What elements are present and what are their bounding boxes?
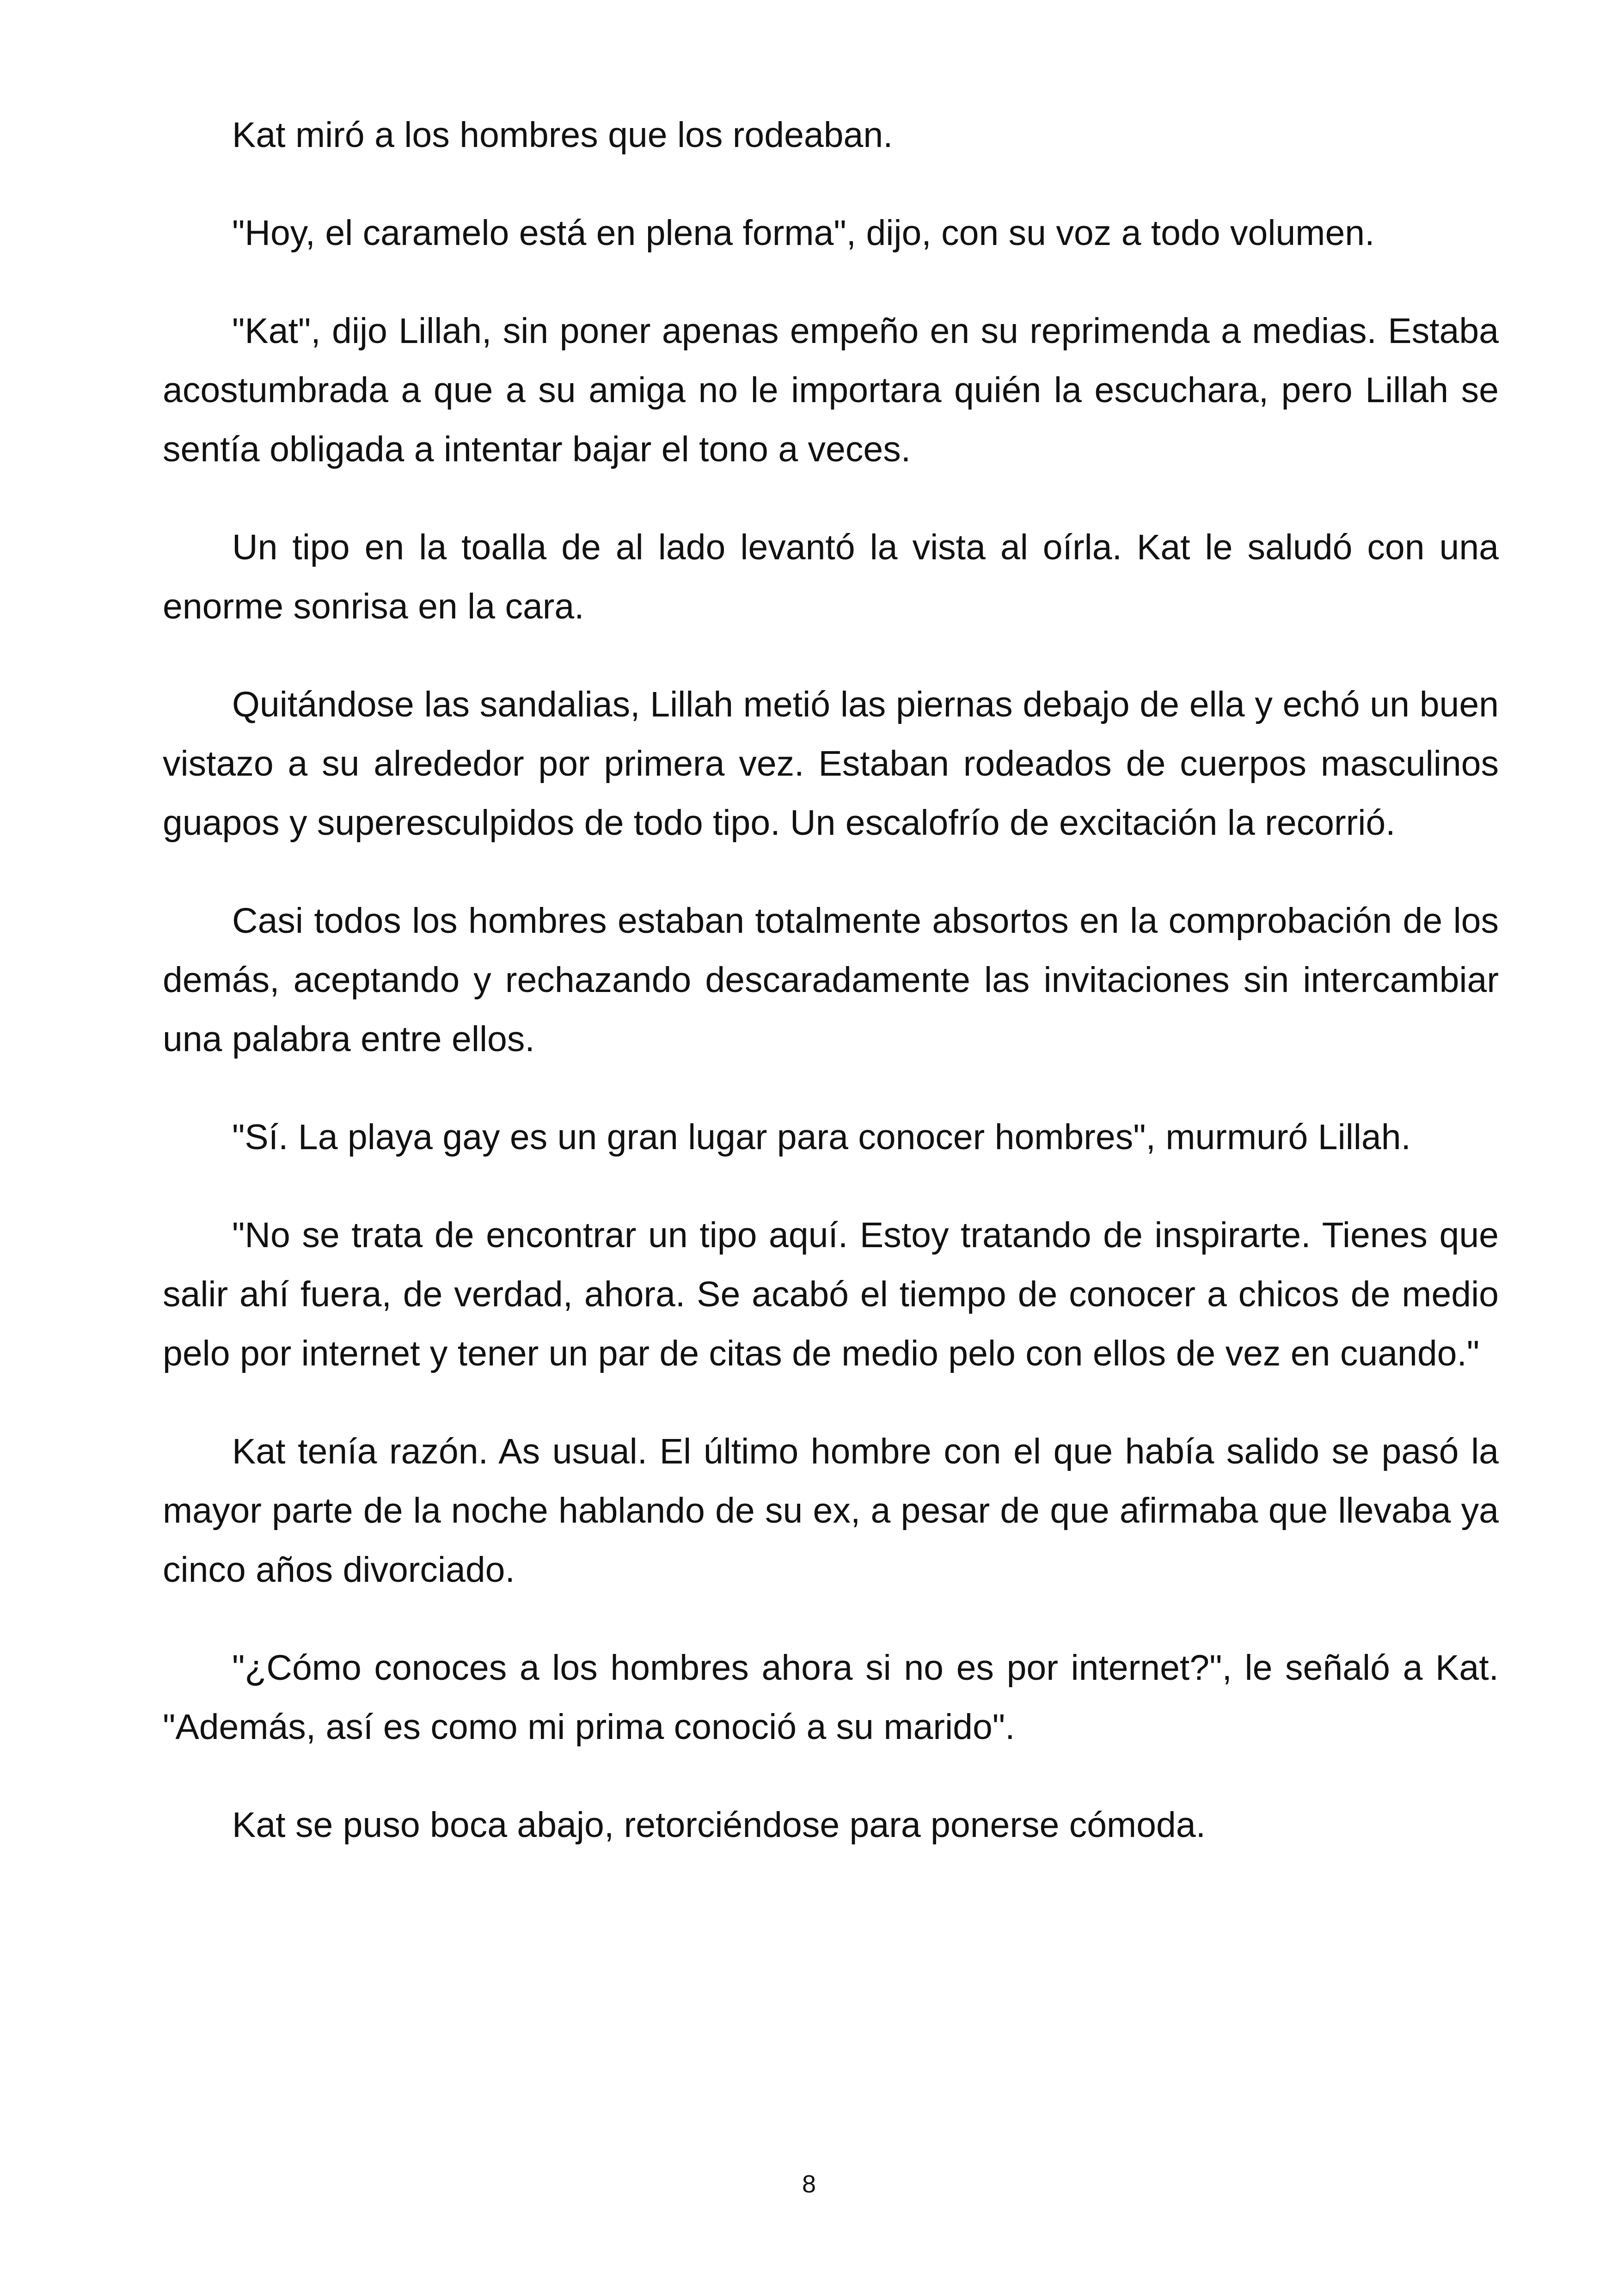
paragraph-5: Quitándose las sandalias, Lillah metió las piernas debajo de ella y echó un buen vistazo a su alrededor por primera vez. Estaban rodeados de cuerpos masculinos guapos y superesculpidos de todo tipo. Un escalofrío de excitación la recorrió. (163, 685, 1499, 843)
paragraph-2: "Hoy, el caramelo está en plena forma", dijo, con su voz a todo volumen. (232, 213, 1375, 253)
paragraph-7: "Sí. La playa gay es un gran lugar para conocer hombres", murmuró Lillah. (232, 1117, 1411, 1157)
paragraph-6: Casi todos los hombres estaban totalmente absortos en la comprobación de los demás, aceptando y rechazando descaradamente las invitaciones sin intercambiar una palabra entre ellos. (163, 901, 1499, 1059)
paragraph-4: Un tipo en la toalla de al lado levantó la vista al oírla. Kat le saludó con una enorme sonrisa en la cara. (163, 527, 1499, 626)
paragraph-10: "¿Cómo conoces a los hombres ahora si no es por internet?", le señaló a Kat. "Además, así es como mi prima conoció a su marido". (163, 1648, 1499, 1747)
paragraph-11: Kat se puso boca abajo, retorciéndose para ponerse cómoda. (232, 1805, 1206, 1845)
body-text (163, 105, 1499, 1893)
paragraph-3: "Kat", dijo Lillah, sin poner apenas empeño en su reprimenda a medias. Estaba acostumbrada a que a su amiga no le importara quién la escuchara, pero Lillah se sentía obligada a intentar bajar el tono a veces. (163, 311, 1499, 469)
paragraph-9: Kat tenía razón. As usual. El último hombre con el que había salido se pasó la mayor parte de la noche hablando de su ex, a pesar de que afirmaba que llevaba ya cinco años divorciado. (163, 1432, 1499, 1590)
page-number: 8 (802, 2170, 816, 2198)
paragraph-8: "No se trata de encontrar un tipo aquí. Estoy tratando de inspirarte. Tienes que salir ahí fuera, de verdad, ahora. Se acabó el tiempo de conocer a chicos de medio pelo por internet y tener un par de citas de medio pelo con ellos de vez en cuando." (163, 1215, 1499, 1373)
paragraph-1: Kat miró a los hombres que los rodeaban. (232, 115, 893, 155)
